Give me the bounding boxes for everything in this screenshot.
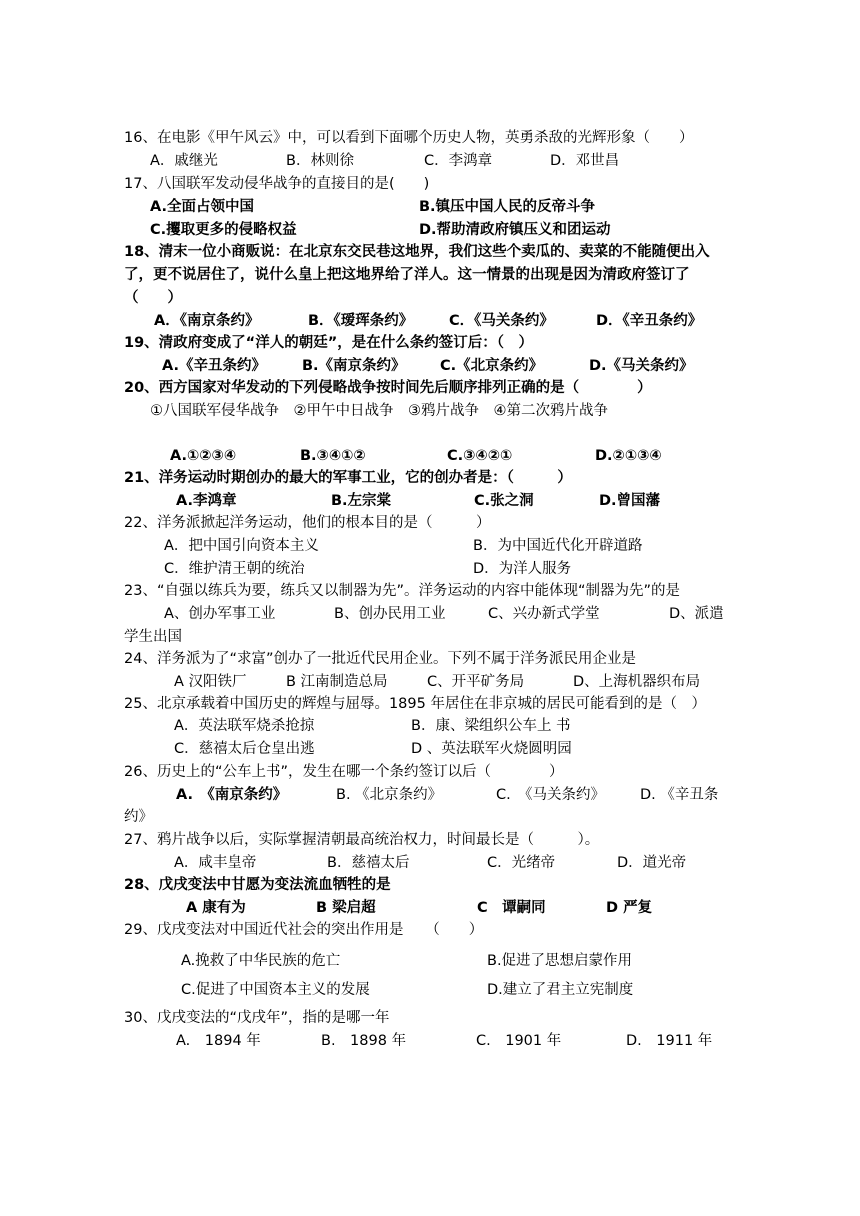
q17-option-a: A.全面占领中国 xyxy=(150,199,254,215)
q18-option-c: C．《马关条约》 xyxy=(449,313,554,329)
q20-option-a: A.①②③④ xyxy=(170,448,237,464)
q24-option-c: C、开平矿务局 xyxy=(427,674,525,690)
q23-option-a: A、创办军事工业 xyxy=(164,606,276,622)
q26-option-a: A. 《南京条约》 xyxy=(176,787,288,803)
q29-option-c: C.促进了中国资本主义的发展 xyxy=(181,982,370,998)
question-23-stem: 23、“自强以练兵为要，练兵又以制器为先”。洋务运动的内容中能体现“制器为先”的是 xyxy=(124,583,680,599)
q26-option-d-wrap: 约》 xyxy=(124,809,153,825)
q22-option-c: C．维护清王朝的统治 xyxy=(164,561,305,577)
q25-option-c: C．慈禧太后仓皇出逃 xyxy=(174,741,315,757)
q23-option-c: C、兴办新式学堂 xyxy=(488,606,600,622)
q18-option-d: D．《辛丑条约》 xyxy=(596,313,703,329)
q30-option-c: C. 1901 年 xyxy=(476,1033,562,1049)
q16-option-c: C．李鸿章 xyxy=(424,153,493,169)
question-30-stem: 30、戊戌变法的“戊戌年”，指的是哪一年 xyxy=(124,1010,390,1026)
q24-option-b: B 江南制造总局 xyxy=(286,674,388,690)
q19-option-d: D.《马关条约》 xyxy=(589,358,694,374)
q28-option-b: B 梁启超 xyxy=(316,900,376,916)
q27-option-c: C．光绪帝 xyxy=(487,855,556,871)
q29-option-d: D.建立了君主立宪制度 xyxy=(487,982,634,998)
q19-option-c: C.《北京条约》 xyxy=(440,358,544,374)
question-25-stem: 25、北京承载着中国历史的辉煌与屈辱。1895 年居住在非京城的居民可能看到的是（ ） xyxy=(124,696,706,712)
q27-option-b: B．慈禧太后 xyxy=(327,855,410,871)
q17-option-c: C.攫取更多的侵略权益 xyxy=(150,222,297,238)
question-21-stem: 21、洋务运动时期创办的最大的军事工业，它的创办者是：（ ） xyxy=(124,470,572,486)
q28-option-a: A 康有为 xyxy=(186,900,246,916)
q20-option-c: C.③④②① xyxy=(447,448,513,464)
q23-option-d: D、派遣 xyxy=(669,606,724,622)
q21-option-a: A.李鸿章 xyxy=(176,493,237,509)
q29-option-a: A.挽救了中华民族的危亡 xyxy=(181,953,341,969)
question-22-stem: 22、洋务派掀起洋务运动，他们的根本目的是（ ） xyxy=(124,515,491,531)
q21-option-c: C.张之洞 xyxy=(474,493,534,509)
question-27-stem: 27、鸦片战争以后，实际掌握清朝最高统治权力，时间最长是（ ）。 xyxy=(124,832,600,848)
q22-option-b: B．为中国近代化开辟道路 xyxy=(473,538,643,554)
q17-option-d: D.帮助清政府镇压义和团运动 xyxy=(419,222,611,238)
q29-option-b: B.促进了思想启蒙作用 xyxy=(487,953,633,969)
question-24-stem: 24、洋务派为了“求富”创办了一批近代民用企业。下列不属于洋务派民用企业是 xyxy=(124,651,636,667)
q30-option-a: A. 1894 年 xyxy=(176,1033,261,1049)
q30-option-b: B. 1898 年 xyxy=(321,1033,407,1049)
q26-option-b: B. 《北京条约》 xyxy=(336,787,443,803)
question-29-stem: 29、戊戌变法对中国近代社会的突出作用是 （ ） xyxy=(124,922,484,938)
q27-option-d: D．道光帝 xyxy=(617,855,687,871)
q26-option-c: C. 《马关条约》 xyxy=(496,787,605,803)
q22-option-a: A．把中国引向资本主义 xyxy=(164,538,319,554)
question-26-stem: 26、历史上的“公车上书”，发生在哪一个条约签订以后（ ） xyxy=(124,764,564,780)
q25-option-a: A．英法联军烧杀抢掠 xyxy=(174,718,315,734)
q19-option-b: B.《南京条约》 xyxy=(302,358,406,374)
q28-option-c: C 谭嗣同 xyxy=(477,900,546,916)
q24-option-a: A 汉阳铁厂 xyxy=(174,674,247,690)
question-17-stem: 17、八国联军发动侵华战争的直接目的是( ) xyxy=(124,176,430,192)
q28-option-d: D 严复 xyxy=(606,900,653,916)
q23-option-b: B、创办民用工业 xyxy=(334,606,446,622)
q18-option-a: A．《南京条约》 xyxy=(154,313,260,329)
question-19-stem: 19、清政府变成了“洋人的朝廷”，是在什么条约签订后：（ ） xyxy=(124,335,533,351)
q23-option-d-wrap: 学生出国 xyxy=(124,629,182,645)
q26-option-d: D. 《辛丑条 xyxy=(640,787,719,803)
question-18-stem-line2: 了，更不说居住了，说什么皇上把这地界给了洋人。这一情景的出现是因为清政府签订了 xyxy=(124,267,690,283)
q27-option-a: A．咸丰皇帝 xyxy=(174,855,257,871)
q24-option-d: D、上海机器织布局 xyxy=(573,674,701,690)
q20-option-d: D.②①③④ xyxy=(595,448,662,464)
q20-items: ①八国联军侵华战争 ②甲午中日战争 ③鸦片战争 ④第二次鸦片战争 xyxy=(150,403,608,419)
q16-option-d: D．邓世昌 xyxy=(550,153,620,169)
q16-option-b: B．林则徐 xyxy=(286,153,354,169)
question-18-stem-line1: 18、清末一位小商贩说：在北京东交民巷这地界，我们这些个卖瓜的、卖菜的不能随便出入 xyxy=(124,244,710,260)
q17-option-b: B.镇压中国人民的反帝斗争 xyxy=(419,199,596,215)
question-18-stem-line3: （ ） xyxy=(124,290,182,306)
question-20-stem: 20、西方国家对华发动的下列侵略战争按时间先后顺序排列正确的是（ ） xyxy=(124,380,652,396)
q19-option-a: A.《辛丑条约》 xyxy=(162,358,266,374)
q21-option-d: D.曾国藩 xyxy=(599,493,661,509)
q25-option-d: D 、英法联军火烧圆明园 xyxy=(411,741,572,757)
q22-option-d: D．为洋人服务 xyxy=(473,561,572,577)
q25-option-b: B．康、梁组织公车上 书 xyxy=(411,718,571,734)
q30-option-d: D. 1911 年 xyxy=(626,1033,713,1049)
q18-option-b: B．《瑷珲条约》 xyxy=(308,313,414,329)
q21-option-b: B.左宗棠 xyxy=(331,493,392,509)
q20-option-b: B.③④①② xyxy=(300,448,366,464)
q16-option-a: A．戚继光 xyxy=(150,153,218,169)
question-16-stem: 16、在电影《甲午风云》中，可以看到下面哪个历史人物，英勇杀敌的光辉形象（ ） xyxy=(124,130,694,146)
question-28-stem: 28、戊戌变法中甘愿为变法流血牺牲的是 xyxy=(124,877,391,893)
